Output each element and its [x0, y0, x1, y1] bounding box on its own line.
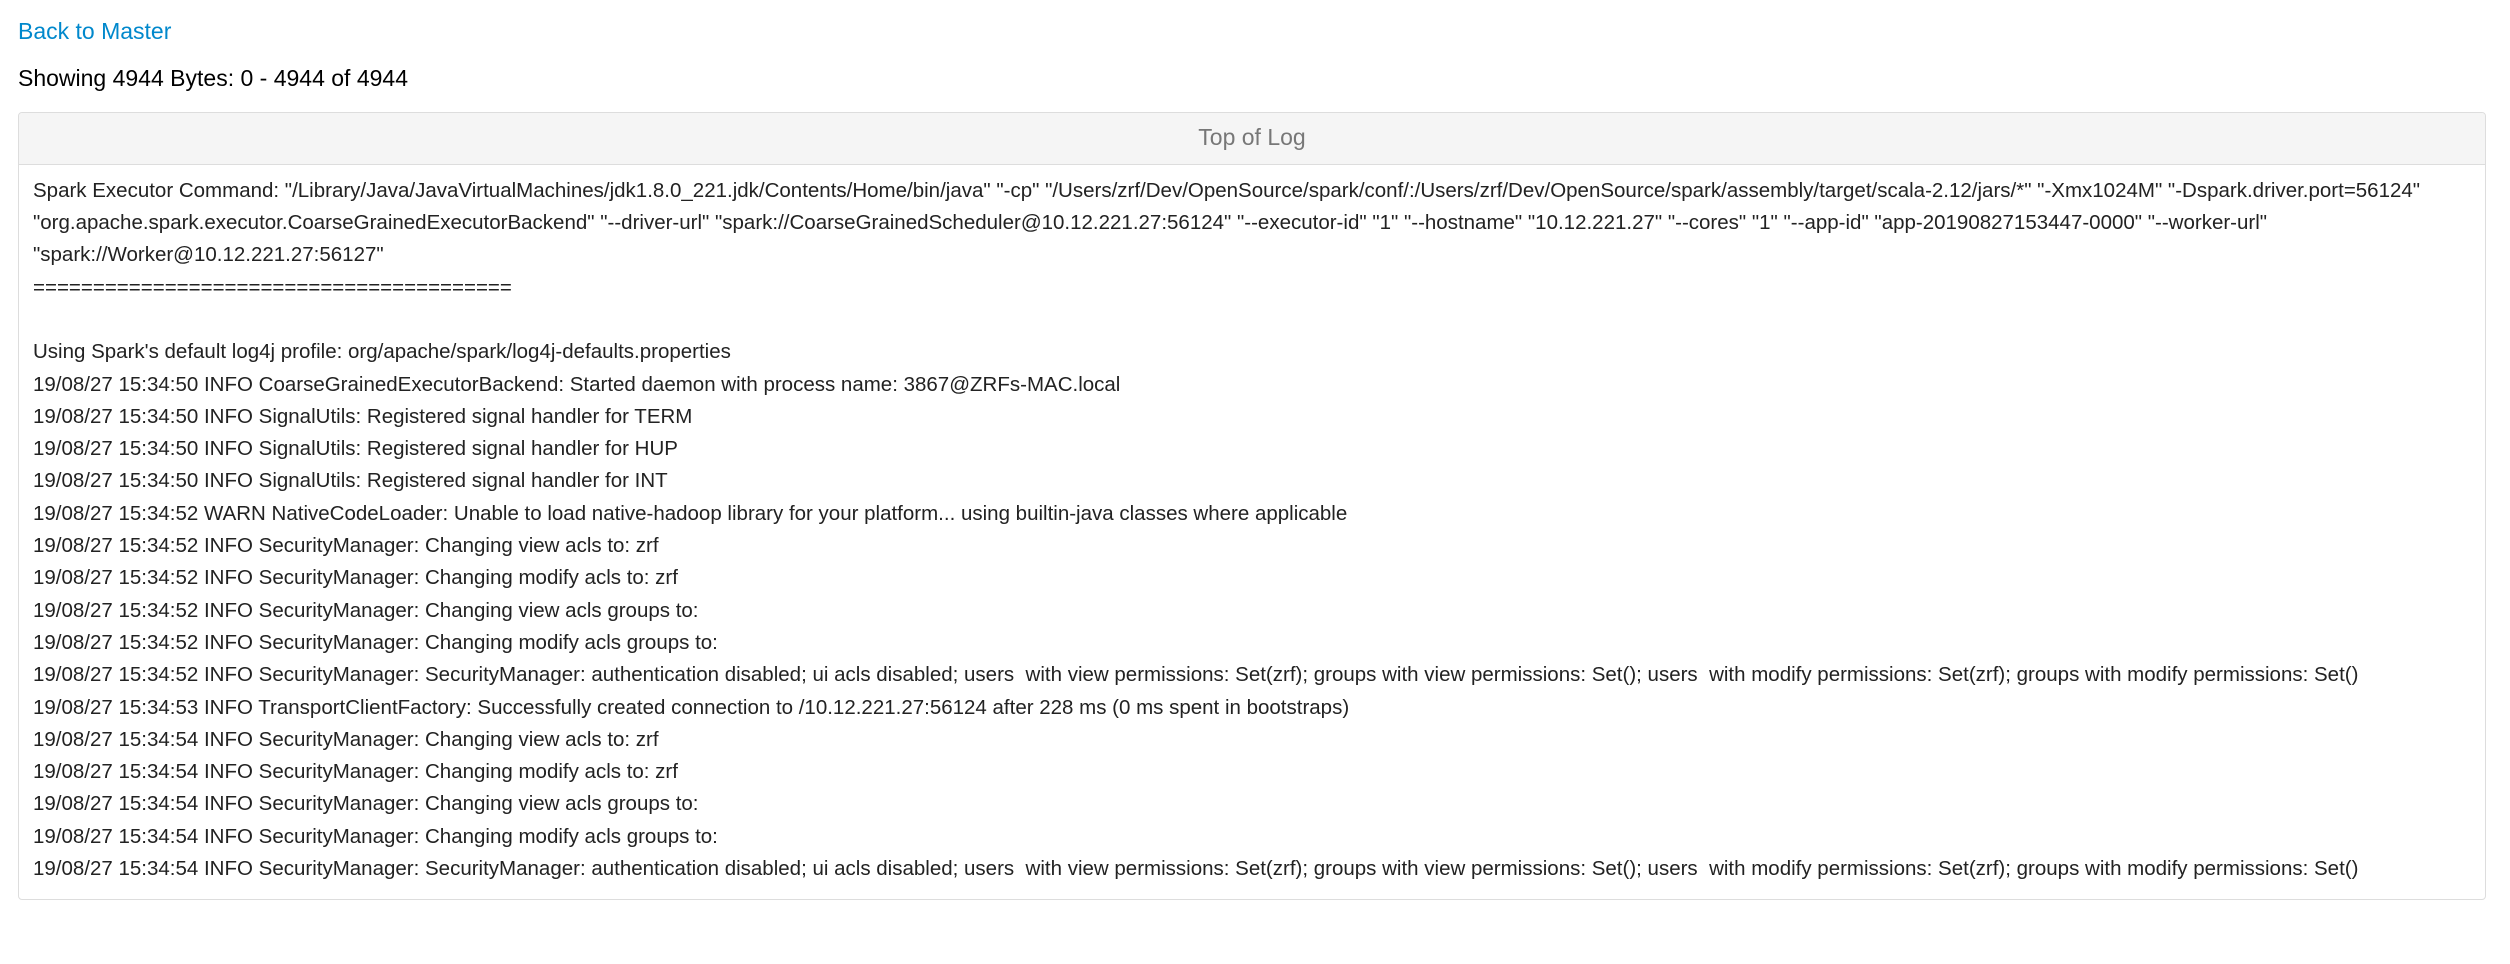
log-line: Spark Executor Command: "/Library/Java/JavaVirtualMachines/jdk1.8.0_221.jdk/Contents/Home/bin/java" "-cp" "/Users/zrf/Dev/OpenSource/spark/conf/:/Users/zrf/Dev/OpenSource/spark/assembly/target/scala-2.12/jars/*" "-Xmx1024M" "-Dspark.driver.port=56124" "org.apache.spark.executor.CoarseGrainedExecutorBackend" "--driver-url" "spark://CoarseGrainedScheduler@10.12.221.27:56124" "--executor-id" "1" "--hostname" "10.12.221.27" "--cores" "1" "--app-id" "app-20190827153447-0000" "--worker-url" "spark://Worker@10.12.221.27:56127": [33, 178, 2426, 267]
log-line: [33, 304, 2471, 336]
log-panel: [18, 112, 2486, 900]
showing-bytes-status: Showing 4944 Bytes: 0 - 4944 of 4944: [18, 64, 409, 91]
log-line: 19/08/27 15:34:54 INFO SecurityManager: SecurityManager: authentication disabled; ui acls disabled; users with view permissions: Set(zrf); groups with view permissions: Set(); users with modify permissions: Set(zrf); groups with modify permissions: Set(): [33, 857, 2359, 881]
log-line: 19/08/27 15:34:50 INFO SignalUtils: Registered signal handler for HUP: [33, 437, 678, 461]
log-line: 19/08/27 15:34:52 INFO SecurityManager: Changing modify acls to: zrf: [33, 566, 678, 590]
log-line: 19/08/27 15:34:54 INFO SecurityManager: Changing view acls to: zrf: [33, 727, 659, 751]
log-line: 19/08/27 15:34:50 INFO SignalUtils: Registered signal handler for TERM: [33, 404, 693, 428]
log-line: 19/08/27 15:34:54 INFO SecurityManager: Changing view acls groups to:: [33, 792, 699, 816]
log-line: 19/08/27 15:34:52 WARN NativeCodeLoader: Unable to load native-hadoop library for your platform... using builtin-java classes where applicable: [33, 501, 1348, 525]
log-line: 19/08/27 15:34:52 INFO SecurityManager: Changing view acls to: zrf: [33, 534, 659, 558]
log-content[interactable]: [19, 165, 2485, 900]
log-line: 19/08/27 15:34:52 INFO SecurityManager: Changing modify acls groups to:: [33, 630, 718, 654]
log-line: 19/08/27 15:34:53 INFO TransportClientFactory: Successfully created connection to /10.12.221.27:56124 after 228 ms (0 ms spent in bootstraps): [33, 695, 1350, 719]
log-line: 19/08/27 15:34:52 INFO SecurityManager: SecurityManager: authentication disabled; ui acls disabled; users with view permissions: Set(zrf); groups with view permissions: Set(); users with modify permissions: Set(zrf); groups with modify permissions: Set(): [33, 663, 2359, 687]
log-line: 19/08/27 15:34:54 INFO SecurityManager: Changing modify acls to: zrf: [33, 760, 678, 784]
log-line: Using Spark's default log4j profile: org/apache/spark/log4j-defaults.properties: [33, 340, 731, 364]
log-line: 19/08/27 15:34:54 INFO SecurityManager: Changing modify acls groups to:: [33, 824, 718, 848]
log-line: 19/08/27 15:34:52 INFO SecurityManager: Changing view acls groups to:: [33, 598, 699, 622]
log-line: 19/08/27 15:34:50 INFO CoarseGrainedExecutorBackend: Started daemon with process name: 3867@ZRFs-MAC.local: [33, 372, 1121, 396]
log-line: ========================================: [33, 275, 512, 299]
log-line: 19/08/27 15:34:50 INFO SignalUtils: Registered signal handler for INT: [33, 469, 668, 493]
log-panel-header: Top of Log: [19, 113, 2485, 165]
back-to-master-link[interactable]: Back to Master: [18, 18, 172, 44]
